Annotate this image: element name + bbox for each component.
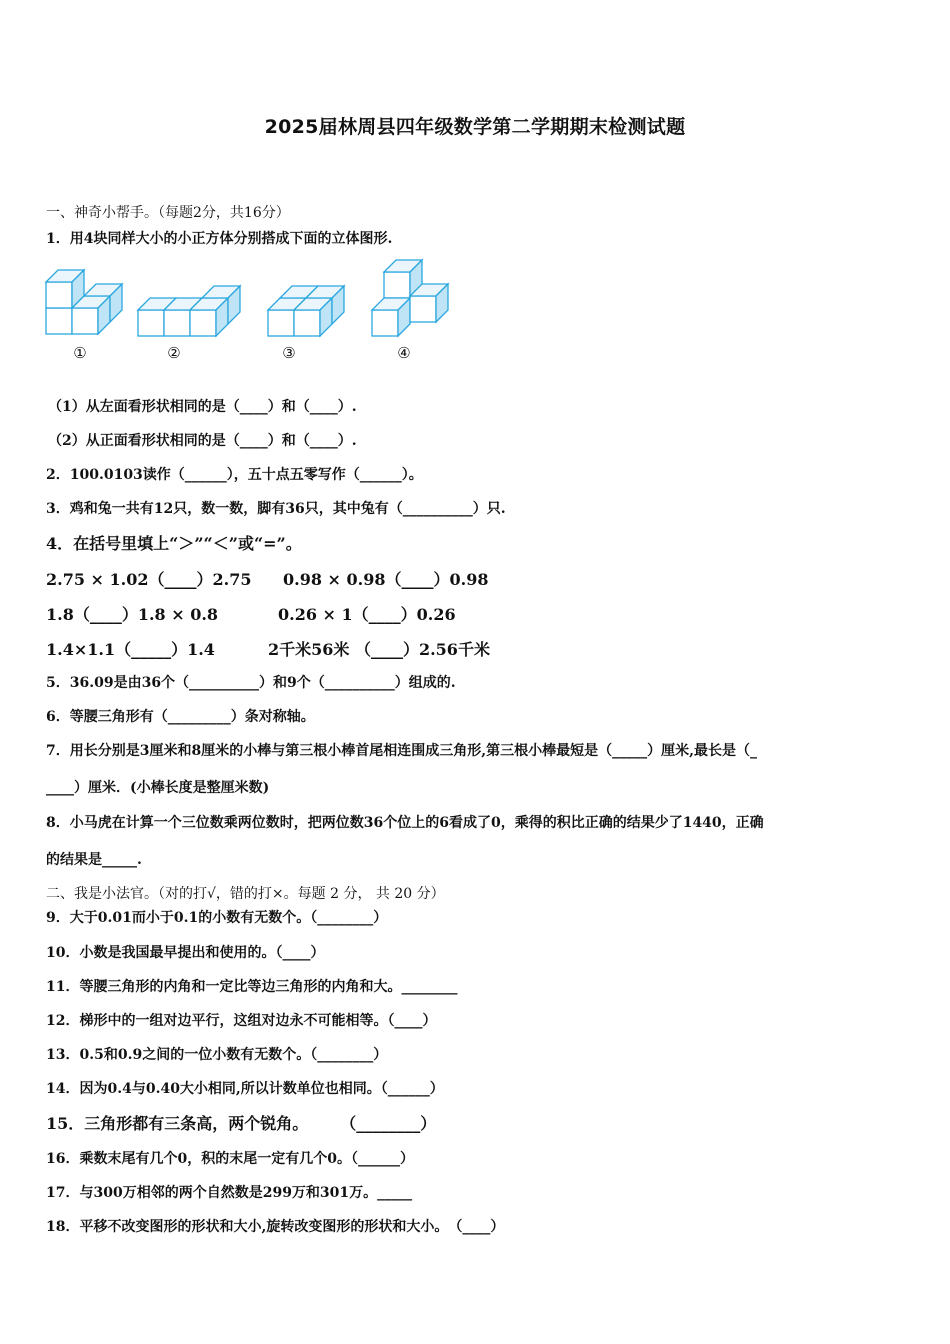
question-17: 17．与300万相邻的两个自然数是299万和301万。_____ [46, 1185, 413, 1201]
page-title: 2025届林周县四年级数学第二学期期末检测试题 [264, 116, 686, 138]
figure-3-cubes [268, 286, 344, 336]
question-12: 12．梯形中的一组对边平行，这组对边永不可能相等。（____） [46, 1013, 437, 1029]
section1-heading: 一、神奇小帮手。（每题2分，共16分） [46, 205, 290, 221]
question-15: 15．三角形都有三条高，两个锐角。 （________） [46, 1114, 437, 1133]
question-14: 14．因为0.4与0.40大小相同,所以计数单位也相同。（______） [46, 1081, 444, 1097]
question-10: 10．小数是我国最早提出和使用的。（____） [46, 945, 325, 961]
question-3: 3．鸡和兔一共有12只，数一数，脚有36只，其中兔有（__________）只. [46, 501, 506, 517]
figure-label-1: ① [73, 344, 87, 362]
question-4: 4．在括号里填上“＞”“＜”或“=”。 [46, 534, 302, 553]
figure-1-cubes [46, 270, 122, 334]
figure-2-cubes [138, 286, 240, 336]
compare-row-3-b: 2千米56米 （____）2.56千米 [268, 640, 490, 659]
section2-heading: 二、我是小法官。（对的打√，错的打×。每题 2 分， 共 20 分） [46, 886, 445, 902]
figure-4-cubes [372, 260, 448, 336]
compare-row-3-a: 1.4×1.1（_____）1.4 [46, 640, 215, 659]
question-5: 5．36.09是由36个（__________）和9个（__________）组成的. [46, 675, 456, 691]
question-16: 16．乘数末尾有几个0，积的末尾一定有几个0。（______） [46, 1151, 414, 1167]
question-1-part-1: （1）从左面看形状相同的是（____）和（____）. [48, 399, 357, 415]
question-9: 9．大于0.01而小于0.1的小数有无数个。（________） [46, 910, 388, 926]
figure-label-3: ③ [282, 344, 296, 362]
question-8-line-2: 的结果是_____. [46, 852, 142, 868]
question-7-line-2: ____）厘米．(小棒长度是整厘米数) [46, 780, 270, 796]
figure-label-2: ② [167, 344, 181, 362]
compare-row-1-b: 0.98 × 0.98（____）0.98 [283, 570, 489, 589]
cube-figures [40, 252, 460, 372]
question-18: 18．平移不改变图形的形状和大小,旋转改变图形的形状和大小。 （____） [46, 1219, 505, 1235]
question-11: 11．等腰三角形的内角和一定比等边三角形的内角和大。________ [46, 979, 458, 995]
question-6: 6．等腰三角形有（_________）条对称轴。 [46, 709, 315, 725]
compare-row-3 [46, 637, 490, 660]
question-8-line-1: 8．小马虎在计算一个三位数乘两位数时，把两位数36个位上的6看成了0，乘得的积比正确的结果少了1440，正确 [46, 815, 764, 831]
question-2: 2．100.0103读作（______），五十点五零写作（______）。 [46, 467, 423, 483]
compare-row-2-a: 1.8（____）1.8 × 0.8 [46, 605, 219, 624]
compare-row-2-b: 0.26 × 1（____）0.26 [278, 605, 456, 624]
question-1: 1．用4块同样大小的小正方体分别搭成下面的立体图形. [46, 231, 393, 247]
question-7-line-1: 7．用长分别是3厘米和8厘米的小棒与第三根小棒首尾相连围成三角形,第三根小棒最短是（_____）厘米,最长是（_ [46, 743, 757, 759]
figure-label-4: ④ [397, 344, 411, 362]
compare-row-2 [46, 602, 456, 625]
question-13: 13．0.5和0.9之间的一位小数有无数个。（________） [46, 1047, 388, 1063]
question-1-part-2: （2）从正面看形状相同的是（____）和（____）. [48, 433, 357, 449]
compare-row-1-a: 2.75 × 1.02（____）2.75 [46, 570, 252, 589]
compare-row-1 [46, 567, 489, 590]
